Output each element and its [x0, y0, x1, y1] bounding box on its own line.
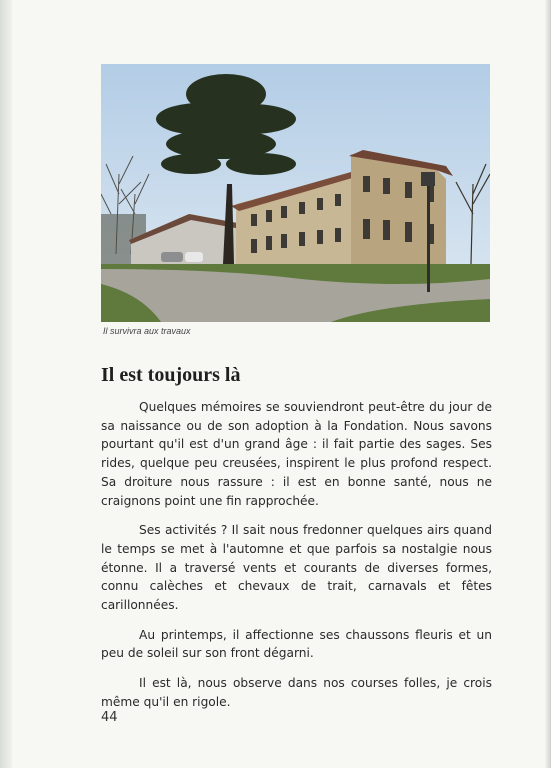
- article-body: [101, 398, 492, 723]
- page-number: 44: [101, 710, 118, 725]
- paragraph: Au printemps, il affectionne ses chaussons fleuris et un peu de soleil sur son front dégarni.: [101, 627, 492, 661]
- paragraph: Il est là, nous observe dans nos courses folles, je crois même qu'il en rigole.: [101, 676, 492, 709]
- page-binding-shadow: [0, 0, 12, 768]
- article-heading: Il est toujours là: [101, 364, 241, 386]
- paragraph: Quelques mémoires se souviendront peut-être du jour de sa naissance ou de son adoption à la Fondation. Nous savons pourtant qu'il est d'un grand âge : il fait partie des sages. Ses rides, quelque peu creusées, inspirent le plus profond respect. Sa droiture nous rassure : il est en bonne santé, nous ne craignons point une fin rapprochée.: [101, 400, 492, 508]
- photo-caption: Il survivra aux travaux: [103, 326, 191, 336]
- page-edge: [545, 0, 551, 768]
- paragraph: Ses activités ? Il sait nous fredonner quelques airs quand le temps se met à l'automne et que parfois sa nostalgie nous étonne. Il a traversé vents et courants de diverses formes, connu calèches et chevaux de trait, carnavals et fêtes carillonnées.: [101, 523, 492, 613]
- photo-cedar-tree-building: [101, 64, 490, 322]
